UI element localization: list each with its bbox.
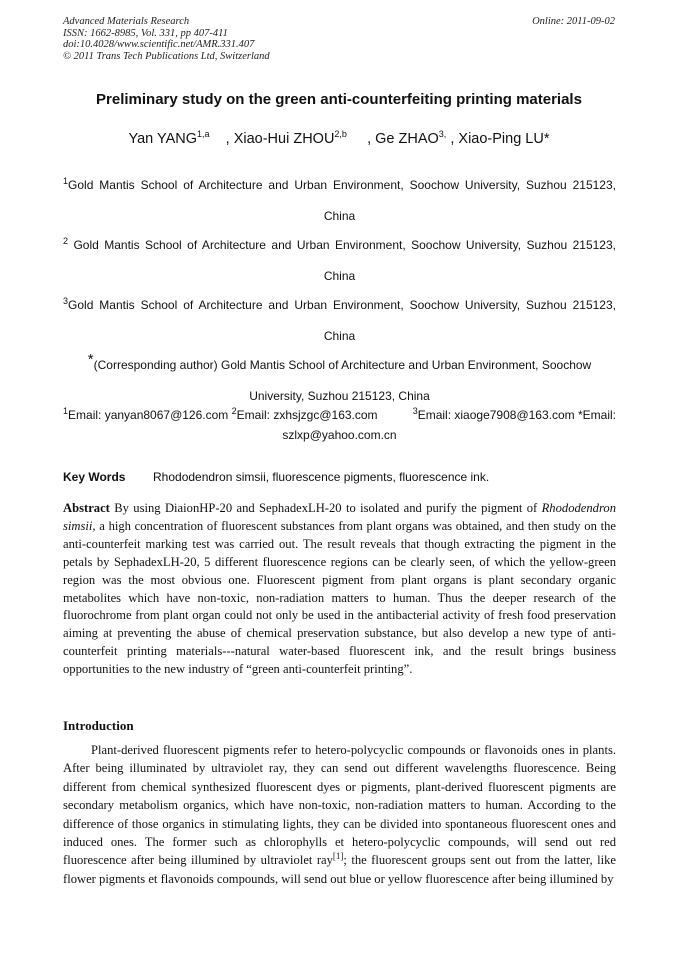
email-number: 2	[231, 406, 237, 416]
corresponding-text: (Corresponding author) Gold Mantis School of Architecture and Urban Environment, Soochow	[93, 358, 592, 372]
issn-line: ISSN: 1662-8985, Vol. 331, pp 407-411	[63, 27, 228, 39]
email-block	[63, 405, 616, 445]
email-number: 1	[63, 406, 69, 416]
keywords-text: Rhododendron simsii, fluorescence pigments, fluorescence ink.	[153, 470, 490, 484]
copyright-line: © 2011 Trans Tech Publications Ltd, Switzerland	[63, 50, 270, 62]
affiliation-3	[63, 290, 616, 352]
affiliation-country: China	[323, 209, 356, 223]
keywords-label: Key Words	[63, 470, 126, 484]
email-3: Email: xiaoge7908@163.com *Email:	[417, 408, 616, 422]
author-name: Xiao-Ping LU*	[458, 131, 550, 147]
author-name: Ge ZHAO	[375, 131, 439, 147]
author-sup: 3,	[438, 129, 447, 140]
email-1: Email: yanyan8067@126.com	[68, 408, 229, 422]
author-name: Yan YANG	[128, 131, 198, 147]
doi-line: doi:10.4028/www.scientific.net/AMR.331.407	[63, 39, 255, 50]
author-name: Xiao-Hui ZHOU	[233, 131, 335, 147]
introduction-body	[63, 741, 616, 888]
abstract-species: Rhododendron simsii	[63, 501, 616, 533]
introduction-text-a: Plant-derived fluorescent pigments refer to hetero-polycyclic compounds or flavonoids ones in plants. After being illuminated by ultraviolet ray, they can send out different wavelengths fluorescence. Being different from chemical synthesized fluorescent dyes or pigments, plant-derived fluorescent pigments are secondary metabolism organics, which have non-toxic, non-radiation matters to human. According to the difference of those organics in stimulating lights, they can be divided into spontaneous fluorescent ones and induced ones. The former such as chlorophylls et hetero-polycyclic compounds, will send out red fluorescence after being illumined by ultraviolet ray	[63, 743, 616, 868]
corresponding-address: University, Suzhou 215123, China	[249, 389, 430, 403]
keywords	[63, 470, 489, 484]
affiliation-1	[63, 170, 616, 232]
affiliation-text: Gold Mantis School of Architecture and Urban Environment, Soochow University, Suzhou 215123,	[68, 178, 616, 192]
affiliation-2	[63, 230, 616, 292]
affiliation-country: China	[323, 269, 356, 283]
author-line: Yan YANG$^{1,a}$ , Xiao-Hui ZHOU$^{2,b}$ , Ge $ZHAO^{3,}$ , Xiao-Ping LU*	[128, 129, 550, 147]
email-2: Email: zxhsjzgc@163.com	[236, 408, 378, 422]
abstract-text-a: By using DiaionHP-20 and SephadexLH-20 to isolated and purify the pigment of	[109, 501, 542, 515]
abstract-label: Abstract	[63, 501, 110, 515]
affiliation-number: 1	[63, 176, 69, 186]
introduction-text-b: ; the fluorescent groups sent out from the latter, like flower pigments et flavonoids compounds, will send out blue or yellow fluorescence after being illumined by	[63, 853, 616, 886]
online-date: Online: 2011-09-02	[532, 16, 615, 27]
abstract-text-b: , a high concentration of fluorescent substances from plant organs was obtained, and then study on the anti-counterfeit marking test was carried out. The result reveals that though extracting the pigment in the petals by SephadexLH-20, 5 different fluorescence regions can be clearly seen, of which the yellow-green region was the most obvious one. Fluorescent pigment from plant organs is plant secondary organic metabolites which have non-toxic, non-radiation matters to human. Thus the deeper research of the fluorochrome from plant organ could not only be used in the antibacterial activity of fresh food preservation aiming at preventing the abuse of chemical preservation substance, but also develop a new type of anti-counterfeit printing materials---natural water-based fluorescent ink, and the result brings business opportunities to the new industry of “green anti-counterfeit printing”.	[63, 518, 616, 677]
affiliation-text: Gold Mantis School of Architecture and Urban Environment, Soochow University, Suzhou 215123,	[68, 238, 616, 252]
author-sup: 1,a	[197, 129, 210, 140]
introduction-heading: Introduction	[63, 718, 134, 733]
affiliation-number: 3	[63, 296, 69, 306]
affiliation-country: China	[323, 329, 356, 343]
abstract	[63, 500, 616, 679]
citation-ref: [1]	[332, 851, 344, 862]
paper-title: Preliminary study on the green anti-counterfeiting printing materials	[96, 91, 582, 108]
journal-name: Advanced Materials Research	[63, 16, 190, 27]
corresponding-author	[63, 350, 616, 412]
corresponding-mark: *	[87, 351, 94, 368]
affiliation-number: 2	[63, 236, 69, 246]
email-number: 3	[412, 406, 418, 416]
email-4: szlxp@yahoo.com.cn	[282, 428, 397, 442]
journal-header	[63, 16, 270, 62]
author-sup: 2,b	[334, 129, 347, 140]
affiliation-text: Gold Mantis School of Architecture and Urban Environment, Soochow University, Suzhou 215123,	[68, 298, 616, 312]
